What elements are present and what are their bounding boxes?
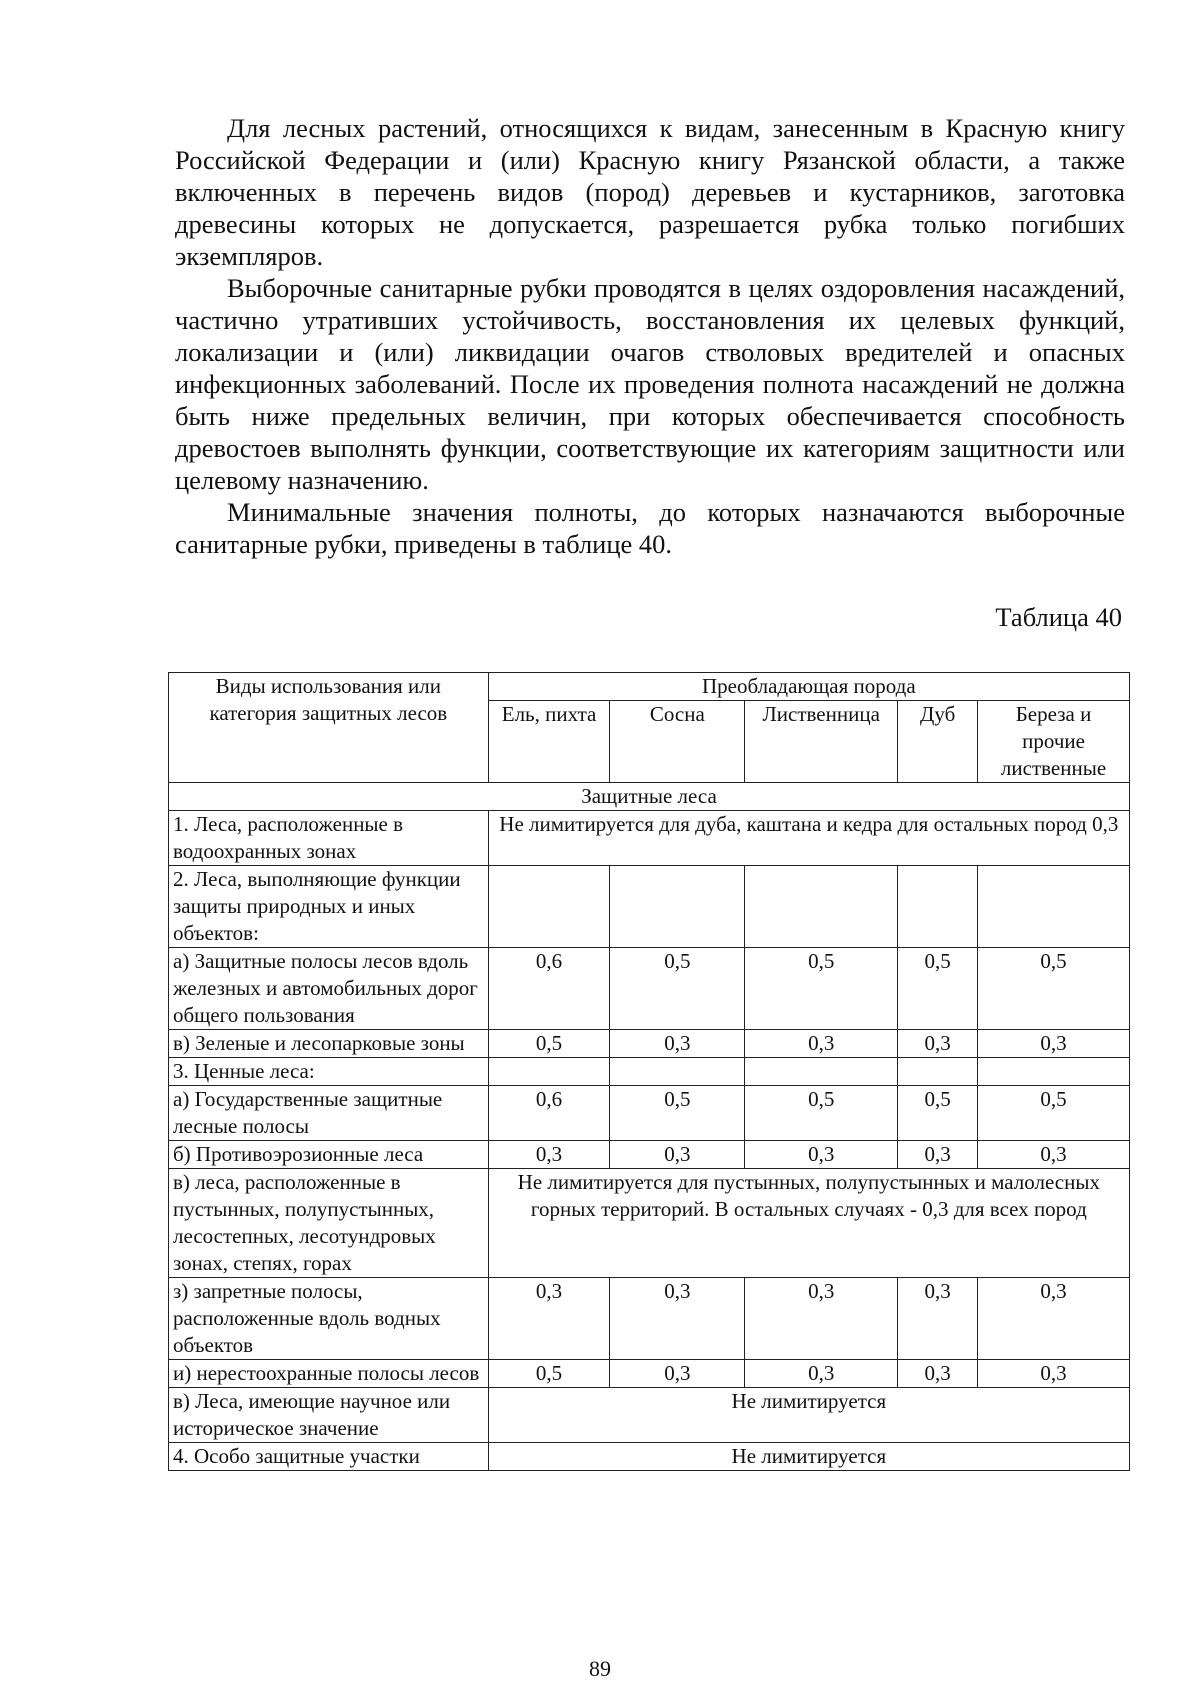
row-label: 3. Ценные леса: [169, 1058, 489, 1086]
row-value: 0,3 [898, 1360, 978, 1388]
row-label: 4. Особо защитные участки [169, 1443, 489, 1471]
row-value: 0,3 [745, 1360, 898, 1388]
row-value: 0,5 [745, 1086, 898, 1141]
header-species: Дуб [898, 701, 978, 783]
table-row [169, 1443, 1130, 1471]
row-label: в) леса, расположенные в пустынных, полупустынных, лесостепных, лесотундровых зонах, степях, горах [169, 1169, 489, 1278]
table-row [169, 1030, 1130, 1058]
row-value: 0,3 [745, 1141, 898, 1169]
row-value: 0,5 [488, 1360, 610, 1388]
row-label: в) Леса, имеющие научное или историческое значение [169, 1388, 489, 1443]
row-label: 1. Леса, расположенные в водоохранных зонах [169, 811, 489, 866]
row-value: 0,3 [610, 1030, 745, 1058]
table-row [169, 1278, 1130, 1360]
row-value: 0,3 [488, 1278, 610, 1360]
row-label: б) Противоэрозионные леса [169, 1141, 489, 1169]
row-label: з) запретные полосы, расположенные вдоль водных объектов [169, 1278, 489, 1360]
data-table [168, 672, 1130, 1471]
page-number: 89 [589, 1656, 611, 1681]
row-value: 0,5 [610, 948, 745, 1030]
header-species-group: Преобладающая порода [488, 673, 1129, 701]
row-value [978, 866, 1130, 948]
header-category: Виды использования или категория защитных лесов [169, 673, 489, 783]
row-value: 0,3 [610, 1278, 745, 1360]
row-value: 0,6 [488, 948, 610, 1030]
row-value: 0,3 [978, 1360, 1130, 1388]
row-value: 0,3 [745, 1030, 898, 1058]
section-title: Защитные леса [169, 783, 1130, 811]
header-row-1 [169, 673, 1130, 701]
row-value [898, 1058, 978, 1086]
row-label: а) Защитные полосы лесов вдоль железных и автомобильных дорог общего пользования [169, 948, 489, 1030]
row-value: 0,5 [978, 1086, 1130, 1141]
paragraph-2: Выборочные санитарные рубки проводятся в целях оздоровления насаждений, частично утративших устойчивость, восстановления их целевых функций, локализации и (или) ликвидации очагов стволовых вредителей и опасных инфекционных заболеваний. После их проведения полнота насаждений не должна быть ниже предельных величин, при которых обеспечивается способность древостоев выполнять функции, соответствующие их категориям защитности или целевому назначению. [175, 273, 1125, 495]
table-row [169, 948, 1130, 1030]
row-value: 0,5 [898, 1086, 978, 1141]
body-text [175, 112, 1125, 560]
row-value [610, 866, 745, 948]
row-span-value: Не лимитируется [488, 1388, 1129, 1443]
section-row [169, 783, 1130, 811]
row-value [745, 866, 898, 948]
row-value [978, 1058, 1130, 1086]
row-value: 0,3 [488, 1141, 610, 1169]
row-value: 0,3 [978, 1030, 1130, 1058]
header-species: Ель, пихта [488, 701, 610, 783]
row-label: и) нерестоохранные полосы лесов [169, 1360, 489, 1388]
row-value: 0,5 [745, 948, 898, 1030]
row-span-value: Не лимитируется [488, 1443, 1129, 1471]
row-value: 0,3 [978, 1141, 1130, 1169]
row-value: 0,5 [978, 948, 1130, 1030]
row-value: 0,5 [488, 1030, 610, 1058]
row-value: 0,5 [610, 1086, 745, 1141]
row-value: 0,3 [610, 1141, 745, 1169]
row-value [898, 866, 978, 948]
row-span-value: Не лимитируется для пустынных, полупустынных и малолесных горных территорий. В остальных случаях - 0,3 для всех пород [488, 1169, 1129, 1278]
row-value [745, 1058, 898, 1086]
row-value: 0,5 [898, 948, 978, 1030]
row-value: 0,3 [978, 1278, 1130, 1360]
row-label: 2. Леса, выполняющие функции защиты природных и иных объектов: [169, 866, 489, 948]
row-label: а) Государственные защитные лесные полосы [169, 1086, 489, 1141]
table-row [169, 1388, 1130, 1443]
header-species: Сосна [610, 701, 745, 783]
row-span-value: Не лимитируется для дуба, каштана и кедра для остальных пород 0,3 [488, 811, 1129, 866]
table-row [169, 1086, 1130, 1141]
row-value: 0,3 [745, 1278, 898, 1360]
row-value [610, 1058, 745, 1086]
table-row [169, 1141, 1130, 1169]
header-species: Береза и прочие лиственные [978, 701, 1130, 783]
row-value: 0,3 [898, 1030, 978, 1058]
table-row [169, 1360, 1130, 1388]
row-label: в) Зеленые и лесопарковые зоны [169, 1030, 489, 1058]
row-value [488, 1058, 610, 1086]
table-row [169, 811, 1130, 866]
paragraph-3: Минимальные значения полноты, до которых назначаются выборочные санитарные рубки, приведены в таблице 40. [175, 497, 1125, 559]
row-value: 0,6 [488, 1086, 610, 1141]
paragraph-1: Для лесных растений, относящихся к видам, занесенным в Красную книгу Российской Федерации и (или) Красную книгу Рязанской области, а также включенных в перечень видов (пород) деревьев и кустарников, заготовка древесины которых не допускается, разрешается рубка только погибших экземпляров. [175, 113, 1125, 271]
table-row [169, 1169, 1130, 1278]
table-row [169, 1058, 1130, 1086]
table-row [169, 866, 1130, 948]
row-value: 0,3 [610, 1360, 745, 1388]
header-species: Лиственница [745, 701, 898, 783]
row-value: 0,3 [898, 1278, 978, 1360]
table-caption: Таблица 40 [995, 602, 1122, 632]
row-value: 0,3 [898, 1141, 978, 1169]
row-value [488, 866, 610, 948]
